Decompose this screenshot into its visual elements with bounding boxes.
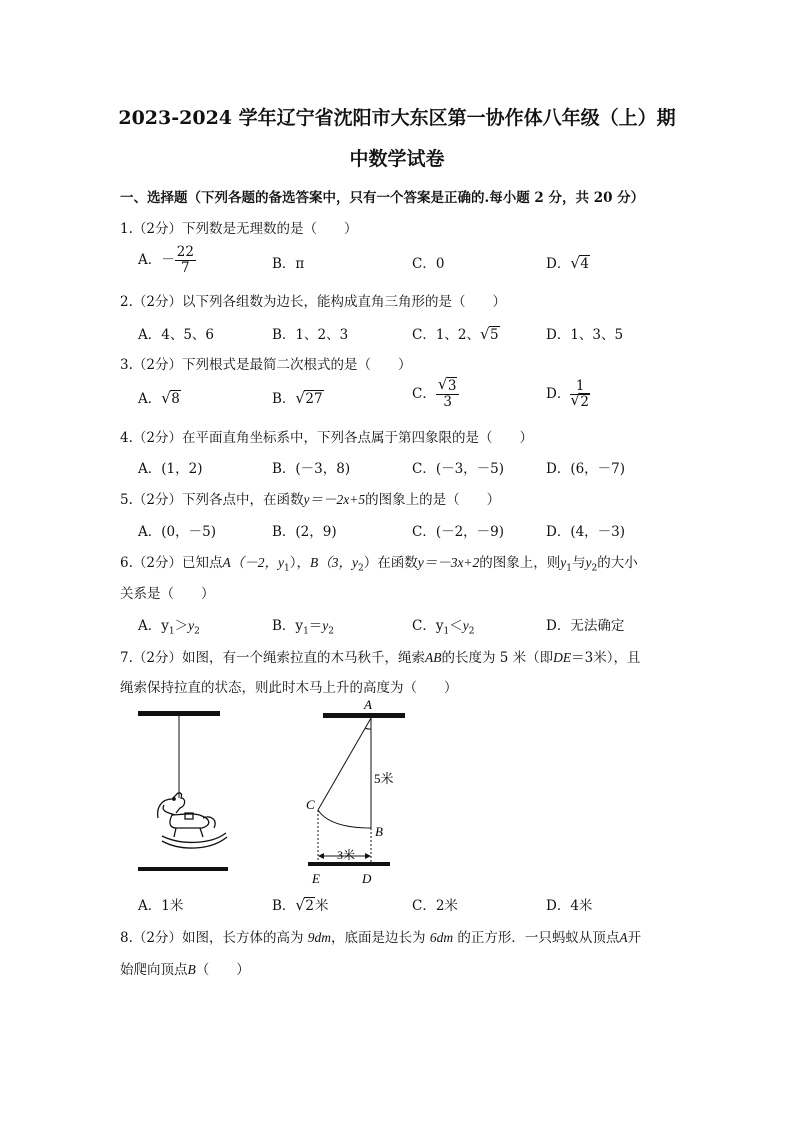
question-1-stem: 1.（2分）下列数是无理数的是（ ） xyxy=(120,221,358,237)
label-3m: 3米 xyxy=(337,848,356,862)
q3-option-b: B． √ 27 xyxy=(272,389,323,407)
right-ground xyxy=(308,862,390,866)
label-C: C xyxy=(306,797,315,812)
q1-option-c: C．0 xyxy=(412,256,445,272)
left-top-beam xyxy=(138,711,220,716)
q1-option-a: A．－ $\frac{22}{7}$ xyxy=(138,244,194,276)
label-E: E xyxy=(312,871,320,886)
q7-option-a: A．1米 xyxy=(138,898,184,914)
q1-option-b: B．π xyxy=(272,256,305,272)
q2-option-c: C．1、2、 √ 5 xyxy=(412,325,499,343)
segment-AC xyxy=(318,718,371,810)
q2-option-b: B．1、2、3 xyxy=(272,327,349,343)
arrow-left-icon xyxy=(318,853,324,859)
question-8-stem-line2: 始爬向顶点B（ ） xyxy=(120,962,250,978)
q3-option-a: A． √ 8 xyxy=(138,389,180,407)
q6-option-c: C．$y_1<y_2$ xyxy=(412,618,475,637)
q4-option-b: B．(－3，8) xyxy=(272,461,351,477)
right-top-beam xyxy=(323,713,405,718)
q6-option-a: A．$y_1>y_2$ xyxy=(138,618,200,637)
q1-option-d: D． √ 4 xyxy=(546,254,589,272)
arc-CB xyxy=(318,810,371,828)
q4-option-c: C．(－3，－5) xyxy=(412,461,505,477)
q6-option-b: B．$y_1=y_2$ xyxy=(272,618,335,637)
question-3-stem: 3.（2分）下列根式是最简二次根式的是（ ） xyxy=(120,357,412,373)
question-5-stem: 5.（2分）下列各点中，在函数y＝－2x+5的图象上的是（ ） xyxy=(120,492,501,508)
arrow-right-icon xyxy=(365,853,371,859)
label-B: B xyxy=(375,824,383,839)
q2-option-a: A．4、5、6 xyxy=(138,327,215,343)
question-6-stem-line2: 关系是（ ） xyxy=(120,586,215,602)
q5-option-a: A．(0，－5) xyxy=(138,524,216,540)
q6-option-d: D．无法确定 xyxy=(546,618,625,634)
left-ground xyxy=(138,867,228,871)
q5-option-b: B．(2，9) xyxy=(272,524,337,540)
q5-option-d: D．(4，－3) xyxy=(546,524,626,540)
q7-option-d: D．4米 xyxy=(546,898,593,914)
rocking-horse-icon xyxy=(158,793,227,848)
q3-option-d: D． 1 √ 2 xyxy=(546,378,589,410)
q4-option-a: A．(1，2) xyxy=(138,461,203,477)
question-4-stem: 4.（2分）在平面直角坐标系中，下列各点属于第四象限的是（ ） xyxy=(120,430,533,446)
question-8-stem-line1: 8.（2分）如图，长方体的高为 9dm，底面是边长为 6dm 的正方形．一只蚂蚁从顶点A开 xyxy=(120,930,642,946)
angle-mark xyxy=(365,728,371,729)
q3-option-c: C． √ 3 3 xyxy=(412,379,459,410)
q4-option-d: D．(6，－7) xyxy=(546,461,626,477)
question-6-stem-line1: 6.（2分）已知点A（－2，$y_1$），B（3，$y_2$）在函数y＝－3x+2的图象上，则$y_1$与$y_2$的大小 xyxy=(120,555,638,574)
question-2-stem: 2.（2分）以下列各组数为边长，能构成直角三角形的是（ ） xyxy=(120,294,506,310)
question-7-stem-line2: 绳索保持拉直的状态，则此时木马上升的高度为（ ） xyxy=(120,680,458,696)
swing-figure xyxy=(130,695,430,890)
question-7-stem-line1: 7.（2分）如图，有一个绳索拉直的木马秋千，绳索AB的长度为 5 米（即DE＝3米），且 xyxy=(120,650,641,666)
q7-option-b: B． √ 2米 xyxy=(272,896,329,914)
label-D: D xyxy=(362,871,372,886)
q5-option-c: C．(－2，－9) xyxy=(412,524,505,540)
page-title-line1: 2023-2024 学年辽宁省沈阳市大东区第一协作体八年级（上）期 xyxy=(118,107,676,129)
q2-option-d: D．1、3、5 xyxy=(546,327,624,343)
section-heading: 一、选择题（下列各题的备选答案中，只有一个答案是正确的.每小题 2 分，共 20 分） xyxy=(120,190,645,206)
label-A: A xyxy=(364,697,372,712)
q7-option-c: C．2米 xyxy=(412,898,458,914)
page-title-line2: 中数学试卷 xyxy=(349,148,445,170)
label-5m: 5米 xyxy=(374,771,394,786)
